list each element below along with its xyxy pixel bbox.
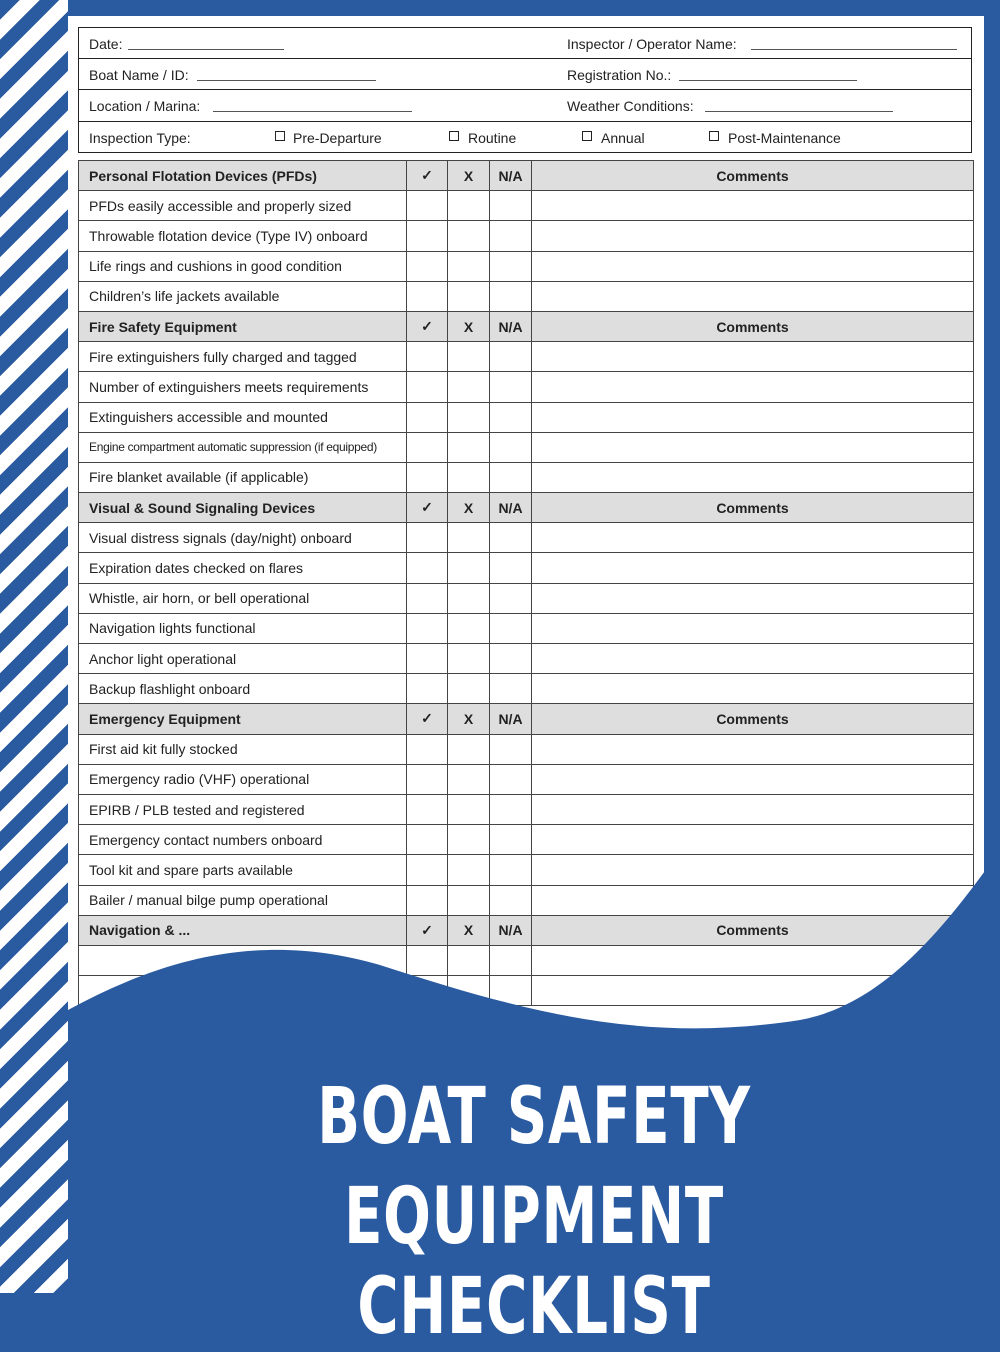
na-header: N/A	[490, 161, 532, 191]
section-title: Personal Flotation Devices (PFDs)	[79, 161, 407, 191]
item-label: Extinguishers accessible and mounted	[79, 402, 407, 432]
check-icon: ✓	[407, 311, 448, 341]
date-label: Date:	[89, 36, 123, 52]
item-label: Emergency radio (VHF) operational	[79, 764, 407, 794]
location-label: Location / Marina:	[89, 98, 201, 115]
section-title: Visual & Sound Signaling Devices	[79, 493, 407, 523]
cover-title-line-2: EQUIPMENT CHECKLIST	[344, 1172, 724, 1352]
item-label: Emergency contact numbers onboard	[79, 825, 407, 855]
option-pre-departure-label: Pre-Departure	[293, 129, 382, 146]
item-label: Anchor light operational	[79, 644, 407, 674]
item-label: Navigation lights functional	[79, 613, 407, 643]
item-label: Throwable flotation device (Type IV) onboard	[79, 221, 407, 251]
item-label: Life rings and cushions in good condition	[79, 251, 407, 281]
x-icon: X	[448, 493, 490, 523]
item-label: Whistle, air horn, or bell operational	[79, 583, 407, 613]
check-icon: ✓	[407, 493, 448, 523]
section-title: Navigation & ...	[79, 915, 407, 945]
comments-header: Comments	[532, 161, 974, 191]
na-header: N/A	[490, 493, 532, 523]
x-icon: X	[448, 704, 490, 734]
item-label: EPIRB / PLB tested and registered	[79, 794, 407, 824]
item-label: Expiration dates checked on flares	[79, 553, 407, 583]
x-icon: X	[448, 311, 490, 341]
option-post-maintenance-label: Post-Maintenance	[728, 129, 841, 146]
item-label: Children’s life jackets available	[79, 281, 407, 311]
item-label: Fire blanket available (if applicable)	[79, 462, 407, 492]
item-label: Visual distress signals (day/night) onboard	[79, 523, 407, 553]
inspection-type-label: Inspection Type:	[89, 129, 191, 146]
na-header: N/A	[490, 704, 532, 734]
section-title: Fire Safety Equipment	[79, 311, 407, 341]
item-label: Fire extinguishers fully charged and tagged	[79, 342, 407, 372]
comments-header: Comments	[532, 493, 974, 523]
option-routine-label: Routine	[468, 129, 517, 146]
x-icon: X	[448, 915, 490, 945]
check-icon: ✓	[407, 915, 448, 945]
inspector-label: Inspector / Operator Name:	[567, 36, 737, 52]
na-header: N/A	[490, 311, 532, 341]
comments-header: Comments	[532, 915, 974, 945]
section-title: Emergency Equipment	[79, 704, 407, 734]
option-annual-label: Annual	[601, 129, 645, 146]
comments-header: Comments	[532, 704, 974, 734]
item-label: Number of extinguishers meets requirements	[79, 372, 407, 402]
check-icon: ✓	[407, 161, 448, 191]
cover-title-line-1: BOAT SAFETY	[317, 1072, 751, 1162]
item-label: Backup flashlight onboard	[79, 674, 407, 704]
x-icon: X	[448, 161, 490, 191]
comments-header: Comments	[532, 311, 974, 341]
item-label: First aid kit fully stocked	[79, 734, 407, 764]
item-label: PFDs easily accessible and properly sized	[79, 191, 407, 221]
registration-label: Registration No.:	[567, 67, 672, 84]
check-icon: ✓	[407, 704, 448, 734]
boat-label: Boat Name / ID:	[89, 67, 189, 84]
item-label: Bailer / manual bilge pump operational	[79, 885, 407, 915]
na-header: N/A	[490, 915, 532, 945]
weather-label: Weather Conditions:	[567, 98, 694, 115]
item-label: Tool kit and spare parts available	[79, 855, 407, 885]
item-label: Engine compartment automatic suppression (if equipped)	[79, 432, 407, 462]
